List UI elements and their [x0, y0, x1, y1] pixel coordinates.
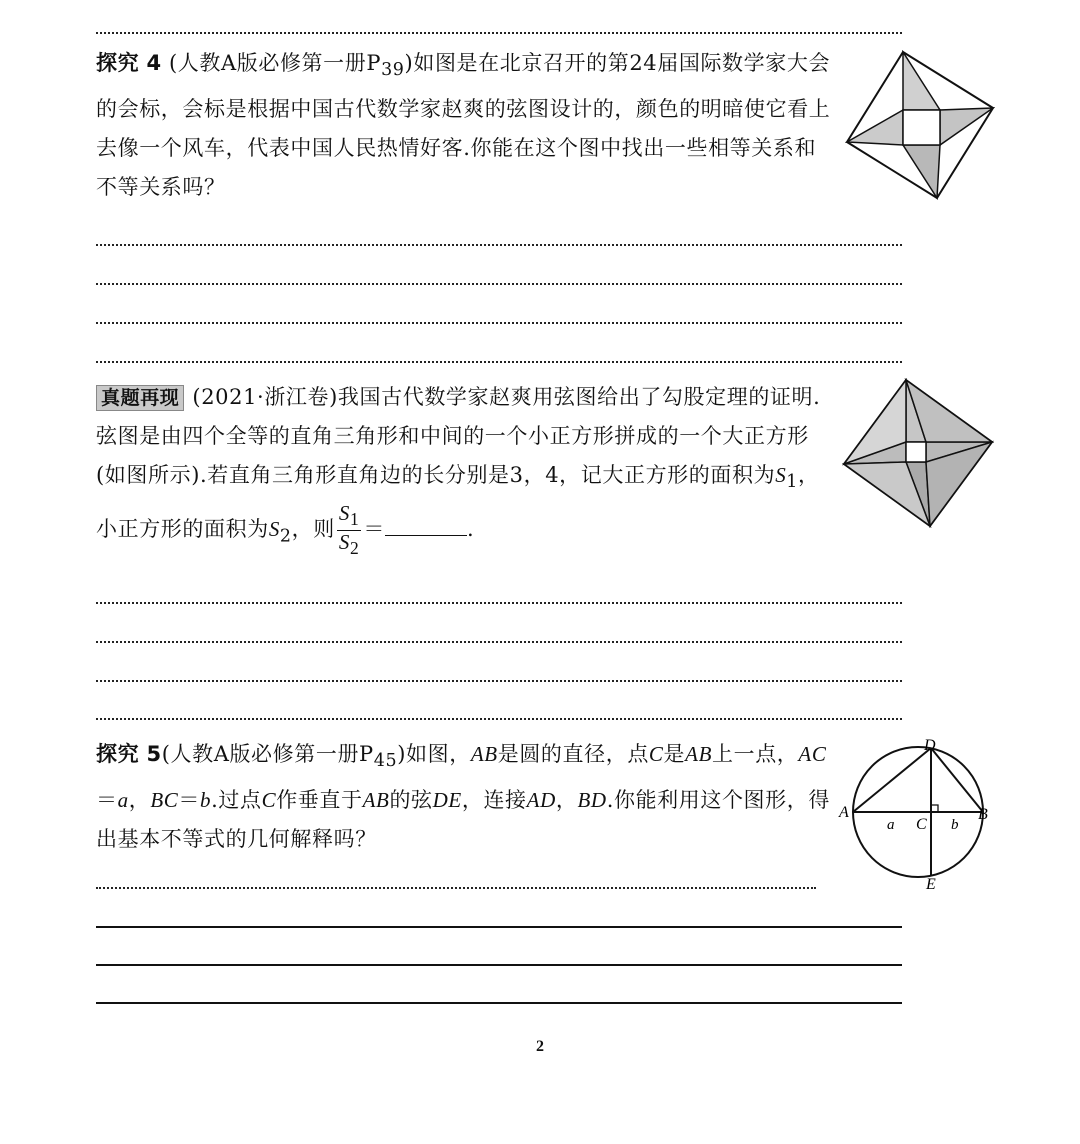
segment-ad: AD	[526, 788, 556, 813]
real-exam-text	[96, 378, 836, 560]
fraction-numerator: S	[338, 501, 350, 526]
fraction-numerator-sub: 1	[349, 509, 360, 530]
var-a: a	[117, 788, 129, 813]
explore-4-text	[96, 44, 836, 207]
answer-line	[96, 602, 902, 604]
circle-diagram	[835, 735, 995, 895]
top-dotted-line	[96, 32, 902, 34]
answer-line	[96, 680, 902, 682]
real-exam-end: .	[466, 517, 475, 542]
answer-line	[96, 718, 902, 720]
explore-4-label: 探究	[96, 51, 140, 75]
explore-5-text-part: 的弦	[389, 788, 433, 813]
point-c: C	[648, 742, 664, 766]
explore-5-text-part: 是	[663, 742, 686, 766]
real-exam-source: (2021·浙江卷)	[192, 385, 338, 409]
s1-symbol: S	[775, 463, 787, 487]
label-seg-b: b	[951, 817, 959, 833]
real-exam-body: 我国古代数学家赵爽用弦图给出了勾股定理的证明.弦图是由四个全等的直角三角形和中间的一个小正方形拼成的一个大正方形(如图所示).若直角三角形直角边的长分别是3，4，记大正方形的面积为	[96, 385, 821, 487]
explore-5-text-part: 作垂直于	[276, 788, 363, 813]
s2-sub: 2	[279, 526, 292, 547]
zhao-shuang-diagram-1	[845, 50, 995, 200]
label-a: A	[839, 804, 849, 821]
right-angle-mark	[931, 805, 938, 812]
answer-line-solid	[96, 1002, 902, 1004]
explore-5-text-part: ＝	[96, 788, 118, 813]
explore-5-text-part: )如图，	[397, 742, 471, 766]
point-c: C	[261, 788, 277, 813]
explore-4-source: (人教A版必修第一册P	[168, 51, 382, 75]
page-number: 2	[536, 1038, 544, 1055]
zhao-shuang-diagram-2	[842, 378, 994, 528]
answer-line-solid	[96, 964, 902, 966]
segment-ac: AC	[798, 742, 827, 766]
chord-de: DE	[432, 788, 462, 813]
real-exam-mid: ，小正方形的面积为	[96, 463, 820, 542]
explore-5-text-part: ，	[555, 788, 578, 813]
segment-bd: BD	[577, 788, 607, 813]
answer-line	[96, 283, 902, 285]
explore-5-label: 探究	[96, 742, 140, 766]
explore-5-text-part: 上一点，	[712, 742, 799, 766]
equals-sign: ＝	[363, 517, 385, 542]
s1-sub: 1	[786, 472, 799, 493]
label-e: E	[926, 876, 936, 893]
real-exam-badge: 真题再现	[96, 385, 184, 411]
explore-4-body: )如图是在北京召开的第24届国际数学家大会的会标，会标是根据中国古代数学家赵爽的弦图设计的，颜色的明暗使它看上去像一个风车，代表中国人民热情好客.你能在这个图中找出一些相等关系和不等关系吗？	[96, 51, 831, 200]
label-c: C	[916, 816, 927, 833]
explore-4-number: 4	[146, 51, 162, 75]
s2-symbol: S	[268, 517, 280, 542]
segment-bc: BC	[150, 788, 179, 813]
explore-5-text	[96, 735, 836, 859]
fraction-denominator: S	[338, 530, 350, 555]
explore-4-source-page: 39	[381, 60, 405, 81]
explore-5-text-part: 是圆的直径，点	[497, 742, 649, 766]
ratio-fraction	[337, 502, 361, 559]
explore-5-text-part: ，	[128, 788, 151, 813]
segment-ab: AB	[362, 788, 390, 813]
answer-line	[96, 361, 902, 363]
label-b: B	[978, 806, 988, 823]
explore-5-number: 5	[146, 742, 162, 766]
answer-line	[96, 322, 902, 324]
explore-5-text-part: .过点	[211, 788, 262, 813]
label-seg-a: a	[887, 817, 895, 833]
explore-5-text-part: .你能利用这个图形，得出基本不等式的几何解释吗？	[96, 788, 830, 852]
label-d: D	[924, 737, 936, 754]
explore-5-source: (人教A版必修第一册P	[161, 742, 374, 766]
var-b: b	[199, 788, 212, 813]
explore-5-text-part: ，连接	[461, 788, 527, 813]
answer-line	[96, 641, 902, 643]
segment-ab: AB	[685, 742, 712, 766]
answer-blank[interactable]	[385, 517, 467, 536]
segment-ab: AB	[470, 742, 498, 766]
answer-line-solid	[96, 926, 902, 928]
fraction-denominator-sub: 2	[349, 538, 360, 559]
line-ad	[853, 748, 931, 812]
answer-line	[96, 244, 902, 246]
explore-5-source-page: 45	[373, 751, 398, 772]
answer-line	[96, 887, 816, 889]
real-exam-ze: ，则	[291, 517, 335, 542]
explore-5-text-part: ＝	[178, 788, 200, 813]
